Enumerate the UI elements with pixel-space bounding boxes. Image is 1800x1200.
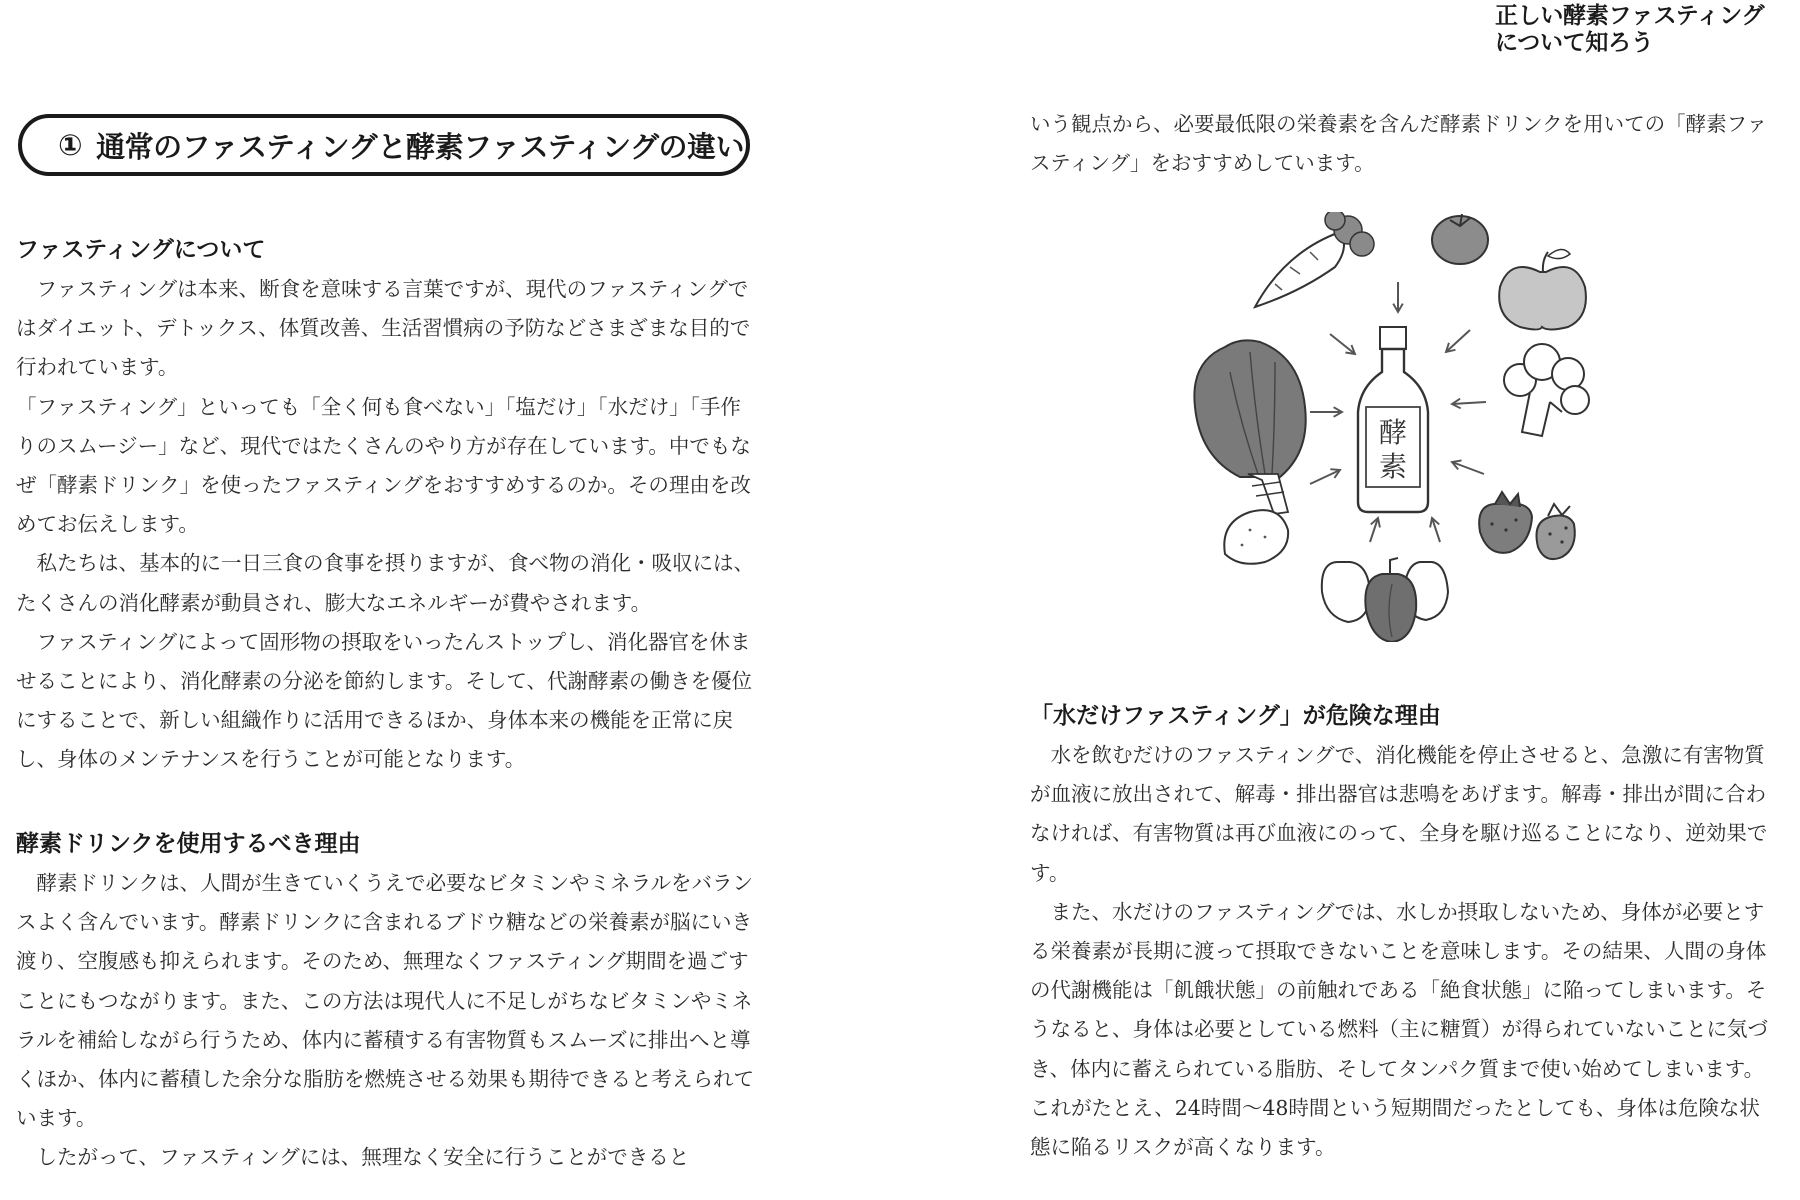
body-paragraph: いう観点から、必要最低限の栄養素を含んだ酵素ドリンクを用いての「酵素ファスティング」をおすすめしています。 bbox=[1030, 112, 1768, 176]
body-paragraph: 酵素ドリンクは、人間が生きていくうえで必要なビタミンやミネラルをバランスよく含んでいます。酵素ドリンクに含まれるブドウ糖などの栄養素が脳にいき渡り、空腹感も抑えられます。そのため、無理なくファスティング期間を過ごすことにもつながります。また、この方法は現代人に不足しがちなビタミンやミネラルを補給しながら行うため、体内に蓄積する有害物質もスムーズに排出へと導くほか、体内に蓄積した余分な脂肪を燃焼させる効果も期待できると考えられています。 bbox=[16, 871, 754, 1131]
illustration-svg bbox=[1170, 212, 1640, 642]
section-heading: ファスティングについて bbox=[16, 237, 266, 263]
section-why-enzyme-drink bbox=[16, 828, 760, 1178]
section-water-fasting-danger bbox=[1030, 700, 1770, 1167]
arrow-icon bbox=[1446, 330, 1470, 352]
chapter-banner bbox=[18, 114, 750, 176]
body-paragraph: ファスティングは本来、断食を意味する言葉ですが、現代のファスティングではダイエット、デトックス、体質改善、生活習慣病の予防などさまざまな目的で行われています。 bbox=[16, 277, 751, 380]
arrow-icon bbox=[1310, 470, 1340, 484]
body-paragraph: また、水だけのファスティングでは、水しか摂取しないため、身体が必要とする栄養素が長期に渡って摂取できないことを意味します。その結果、人間の身体の代謝機能は「飢餓状態」の前触れである「絶食状態」に陥ってしまいます。そうなると、身体は必要としている燃料（主に糖質）が得られていないことに気づき、体内に蓄えられている脂肪、そしてタンパク質まで使い始めてしまいます。これがたとえ、24時間〜48時間という短期間だったとしても、身体は危険な状態に陥るリスクが高くなります。 bbox=[1030, 899, 1768, 1160]
section-continuation bbox=[1030, 105, 1770, 183]
section-about-fasting bbox=[16, 234, 760, 780]
arrow-icon bbox=[1452, 402, 1486, 404]
arrow-icon bbox=[1330, 334, 1355, 354]
page-header-title bbox=[1495, 3, 1795, 57]
bottle-label-line-1: 酵 bbox=[1378, 416, 1408, 449]
enzyme-bottle-illustration bbox=[1170, 212, 1640, 642]
pepper-icon bbox=[1322, 558, 1448, 642]
section-heading: 酵素ドリンクを使用するべき理由 bbox=[16, 831, 361, 857]
header-title-line-1: 正しい酵素ファスティング bbox=[1495, 3, 1765, 29]
body-paragraph: 水を飲むだけのファスティングで、消化機能を停止させると、急激に有害物質が血液に放出されて、解毒・排出器官は悲鳴をあげます。解毒・排出が間に合わなければ、有害物質は再び血液にのって、全身を駆け巡ることになり、逆効果です。 bbox=[1030, 743, 1768, 885]
lemon-icon bbox=[1224, 510, 1288, 564]
section-heading: 「水だけファスティング」が危険な理由 bbox=[1030, 703, 1441, 729]
apple-icon bbox=[1499, 249, 1586, 329]
broccoli-icon bbox=[1504, 344, 1589, 436]
arrow-icon bbox=[1432, 518, 1440, 542]
body-paragraph: 私たちは、基本的に一日三食の食事を摂りますが、食べ物の消化・吸収には、たくさんの消化酵素が動員され、膨大なエネルギーが費やされます。 bbox=[16, 551, 754, 615]
arrow-icon bbox=[1452, 462, 1484, 474]
lettuce-icon bbox=[1194, 340, 1305, 514]
chapter-number: ① bbox=[58, 128, 83, 162]
header-title-line-2: について知ろう bbox=[1495, 30, 1654, 56]
chapter-title: 通常のファスティングと酵素ファスティングの違い bbox=[96, 129, 745, 164]
bottle-label-line-2: 素 bbox=[1378, 450, 1408, 483]
strawberry-icon bbox=[1479, 492, 1575, 559]
arrow-icon bbox=[1370, 518, 1378, 542]
body-paragraph: 「ファスティング」といっても「全く何も食べない」「塩だけ」「水だけ」「手作りのスムージー」など、現代ではたくさんのやり方が存在しています。中でもなぜ「酵素ドリンク」を使ったファスティングをおすすめするのか。その理由を改めてお伝えします。 bbox=[16, 394, 751, 537]
enzyme-bottle bbox=[1358, 327, 1428, 512]
body-paragraph: ファスティングによって固形物の摂取をいったんストップし、消化器官を休ませることにより、消化酵素の分泌を節約します。そして、代謝酵素の働きを優位にすることで、新しい組織作りに活用できるほか、身体本来の機能を正常に戻し、身体のメンテナンスを行うことが可能となります。 bbox=[16, 629, 752, 772]
body-paragraph: したがって、ファスティングには、無理なく安全に行うことができると bbox=[36, 1145, 690, 1170]
tomato-icon bbox=[1432, 214, 1488, 264]
carrot-icon bbox=[1255, 212, 1374, 307]
